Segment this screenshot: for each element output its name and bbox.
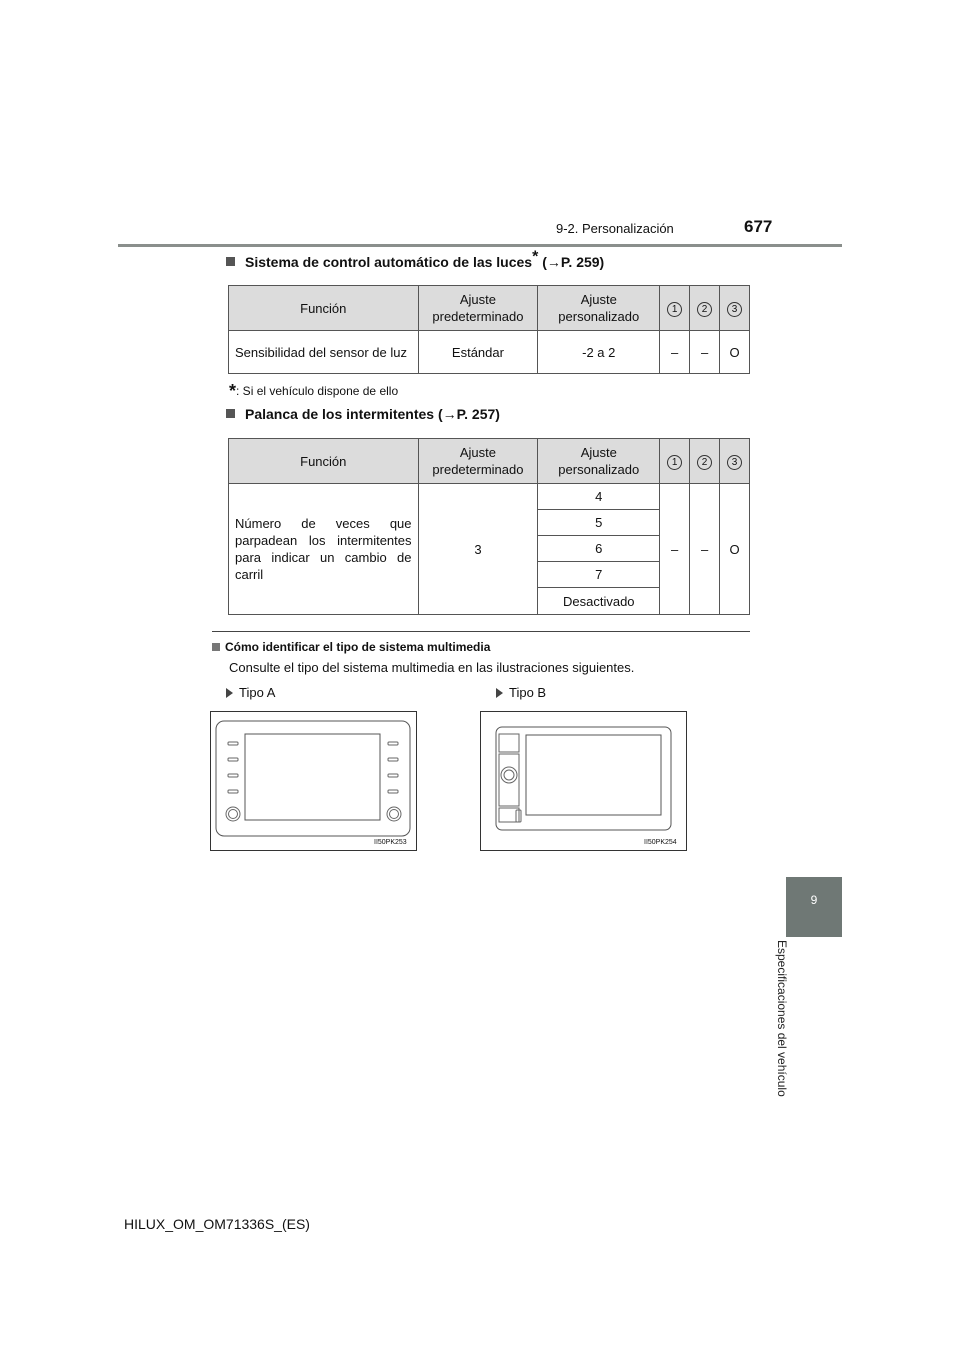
- section-title-turn-signal: Palanca de los intermitentes (→P. 257): [226, 406, 500, 422]
- figure-label-type-b: Tipo B: [496, 685, 546, 700]
- col-header-3: 3: [720, 439, 750, 484]
- table-row: [229, 331, 750, 374]
- multimedia-type-b-illustration: [481, 712, 686, 850]
- table-header-row: [229, 439, 750, 484]
- cell-c1: –: [660, 331, 690, 374]
- table-header-row: [229, 286, 750, 331]
- note-separator: [212, 631, 750, 632]
- note-title: Cómo identificar el tipo de sistema multimedia: [212, 640, 490, 654]
- cell-c1: –: [660, 484, 690, 615]
- cell-custom-option: 4: [538, 484, 660, 510]
- cell-default: Estándar: [418, 331, 538, 374]
- chapter-number: 9: [810, 893, 818, 907]
- note-text: Consulte el tipo del sistema multimedia en las ilustraciones siguientes.: [229, 660, 635, 675]
- col-header-1: 1: [660, 286, 690, 331]
- lights-settings-table: [228, 285, 750, 374]
- figure-type-a: [210, 711, 417, 851]
- col-header-custom: Ajuste personalizado: [538, 439, 660, 484]
- square-bullet-icon: [226, 409, 235, 418]
- cell-custom-option: 5: [538, 510, 660, 536]
- cell-c3: O: [720, 484, 750, 615]
- page-number: 677: [744, 217, 773, 236]
- col-header-3: 3: [720, 286, 750, 331]
- section-header: 9-2. Personalización: [556, 221, 674, 236]
- table-row: [229, 484, 750, 510]
- figure-type-b: [480, 711, 687, 851]
- col-header-function: Función: [229, 439, 419, 484]
- triangle-bullet-icon: [226, 688, 233, 698]
- col-header-2: 2: [690, 286, 720, 331]
- cell-default: 3: [418, 484, 538, 615]
- cell-c2: –: [690, 331, 720, 374]
- document-footer: HILUX_OM_OM71336S_(ES): [124, 1216, 310, 1232]
- cell-c3: O: [720, 331, 750, 374]
- cell-custom-option: 7: [538, 562, 660, 588]
- chapter-label-text: Especificaciones del vehículo: [775, 940, 789, 1097]
- square-bullet-icon: [226, 257, 235, 266]
- section-title-lights: Sistema de control automático de las luces* (→P. 259): [226, 254, 604, 270]
- col-header-default: Ajuste predeterminado: [418, 439, 538, 484]
- cell-custom-option: 6: [538, 536, 660, 562]
- cell-c2: –: [690, 484, 720, 615]
- col-header-custom: Ajuste personalizado: [538, 286, 660, 331]
- square-bullet-icon: [212, 643, 220, 651]
- triangle-bullet-icon: [496, 688, 503, 698]
- multimedia-type-a-illustration: [211, 712, 416, 850]
- chapter-label: [775, 940, 814, 1120]
- cell-custom: -2 a 2: [538, 331, 660, 374]
- cell-function: Número de veces que parpadean los intermitentes para indicar un cambio de carril: [229, 484, 419, 615]
- figure-label-type-a: Tipo A: [226, 685, 275, 700]
- figure-code: II50PK254: [644, 839, 677, 846]
- col-header-default: Ajuste predeterminado: [418, 286, 538, 331]
- col-header-2: 2: [690, 439, 720, 484]
- figure-code: II50PK253: [374, 839, 407, 846]
- col-header-function: Función: [229, 286, 419, 331]
- turn-signal-settings-table: [228, 438, 750, 615]
- cell-custom-option: Desactivado: [538, 588, 660, 615]
- col-header-1: 1: [660, 439, 690, 484]
- cell-function: Sensibilidad del sensor de luz: [229, 331, 419, 374]
- footnote: *: Si el vehículo dispone de ello: [229, 381, 399, 401]
- header-rule: [118, 244, 842, 247]
- chapter-tab: [786, 877, 842, 937]
